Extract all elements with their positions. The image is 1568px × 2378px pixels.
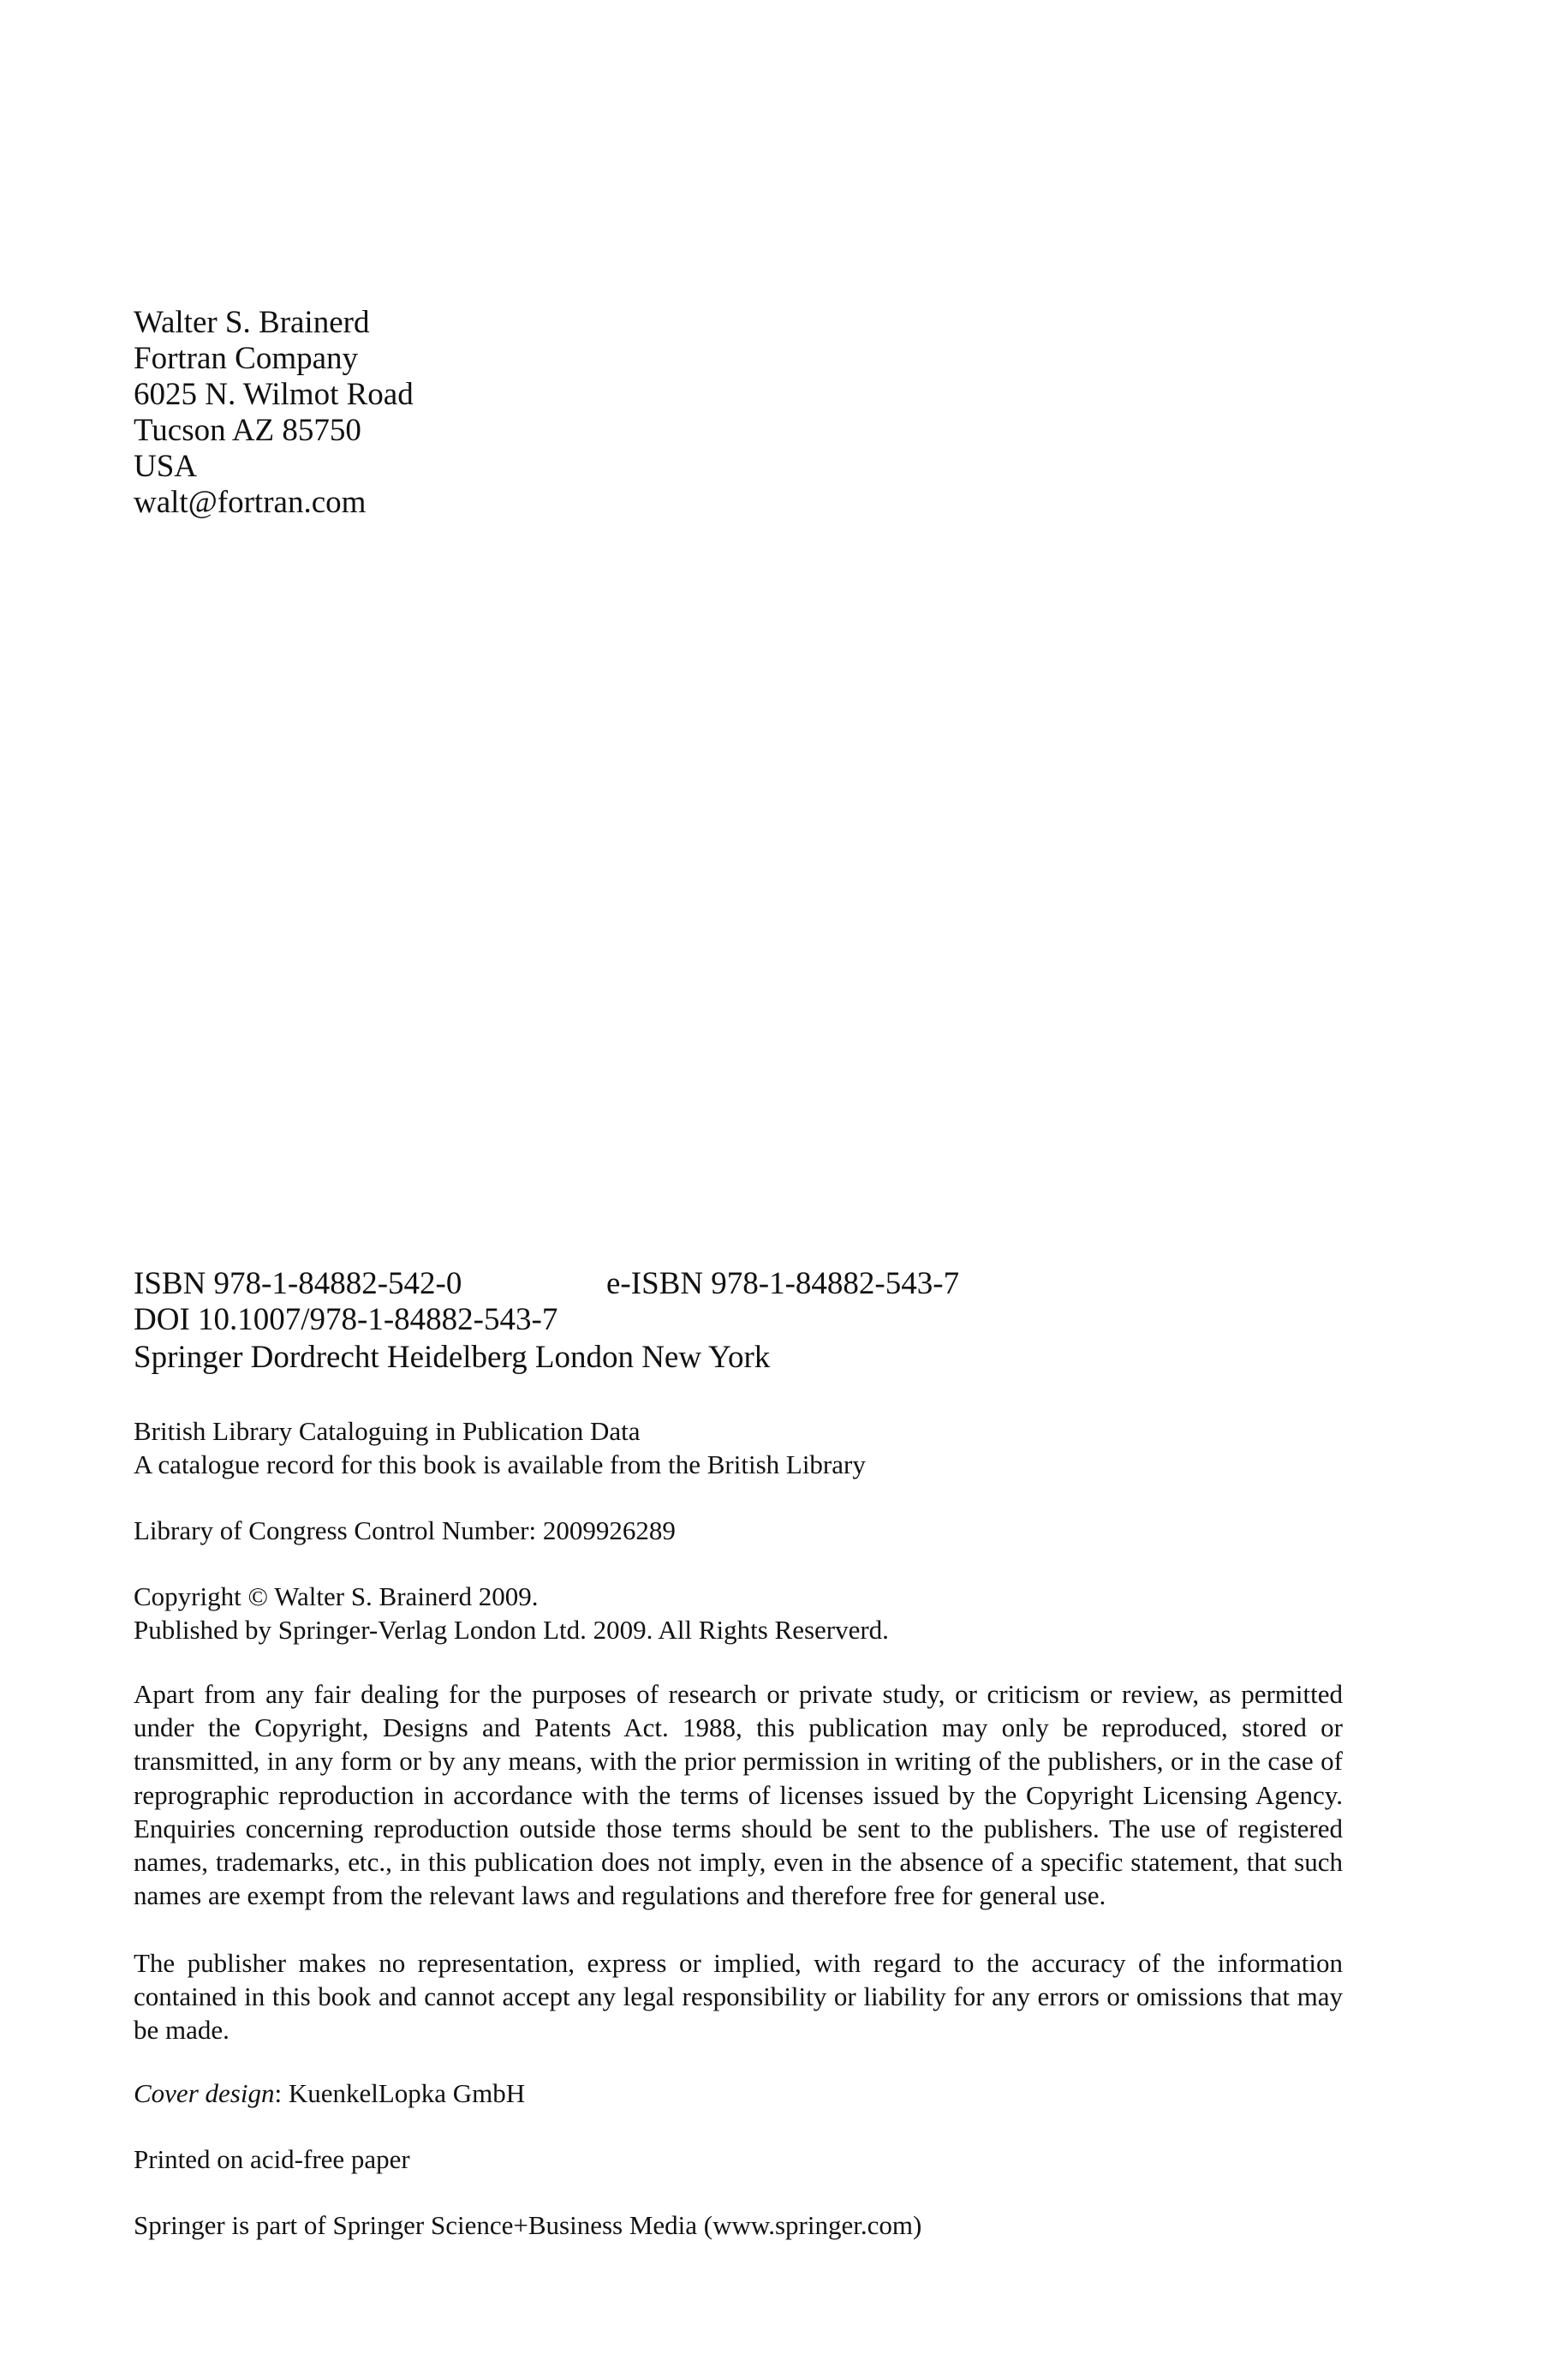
author-country: USA [134, 449, 198, 484]
published-by: Published by Springer-Verlag London Ltd. 2009. All Rights Reserverd. [134, 1615, 889, 1645]
e-isbn: e-ISBN 978-1-84882-543-7 [606, 1266, 960, 1301]
isbn: ISBN 978-1-84882-542-0 [134, 1266, 462, 1301]
lccn: Library of Congress Control Number: 2009926289 [134, 1515, 676, 1545]
acid-free-paper: Printed on acid-free paper [134, 2144, 410, 2174]
catalogue-record: A catalogue record for this book is available from the British Library [134, 1449, 866, 1479]
doi: DOI 10.1007/978-1-84882-543-7 [134, 1302, 558, 1337]
author-name: Walter S. Brainerd [134, 305, 370, 340]
cover-design-line [134, 2080, 525, 2106]
author-company: Fortran Company [134, 341, 359, 376]
publisher-cities: Springer Dordrecht Heidelberg London New York [134, 1340, 771, 1375]
legal-paragraph-2: The publisher makes no representation, express or implied, with regard to the accuracy of the information contained in this book and cannot accept any legal responsibility or liability for any errors or omissions that may be made. [134, 1948, 1343, 2046]
legal-paragraph-1: Apart from any fair dealing for the purposes of research or private study, or criticism or review, as permitted under the Copyright, Designs and Patents Act. 1988, this publication may only be reproduced, stored or transmitted, in any form or by any means, with the prior permission in writing of the publishers, or in the case of reprographic reproduction in accordance with the terms of licenses issued by the Copyright Licensing Agency. Enquiries concerning reproduction outside those terms should be sent to the publishers. The use of registered names, trademarks, etc., in this publication does not imply, even in the absence of a specific statement, that such names are exempt from the relevant laws and regulations and therefore free for general use. [134, 1679, 1343, 1911]
author-email: walt@fortran.com [134, 485, 367, 520]
author-street: 6025 N. Wilmot Road [134, 377, 414, 412]
cover-design-label: Cover design [134, 2078, 275, 2108]
cover-design-value: : KuenkelLopka GmbH [274, 2078, 526, 2108]
author-city: Tucson AZ 85750 [134, 413, 361, 448]
copyright-line: Copyright © Walter S. Brainerd 2009. [134, 1581, 539, 1611]
cataloguing-heading: British Library Cataloguing in Publication Data [134, 1416, 641, 1446]
springer-statement: Springer is part of Springer Science+Business Media (www.springer.com) [134, 2210, 922, 2240]
